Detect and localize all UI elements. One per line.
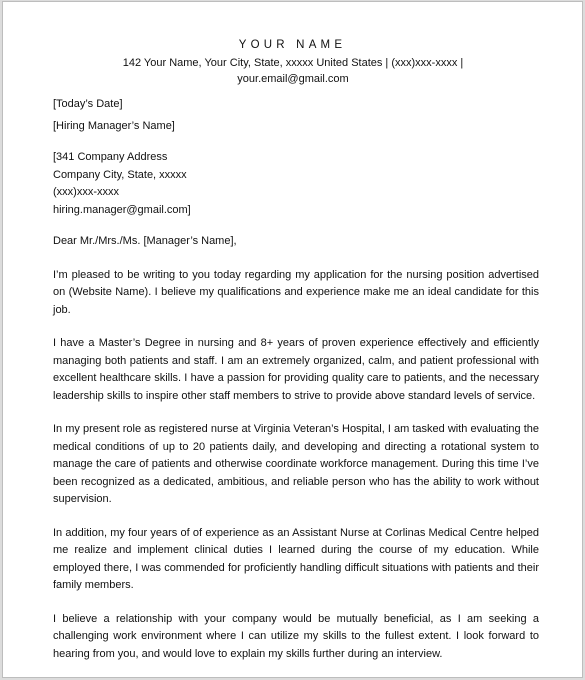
company-address [53, 149, 539, 219]
contact-line-2: your.email@gmail.com [237, 73, 349, 85]
letter-body [53, 96, 539, 663]
hiring-manager-name: [Hiring Manager’s Name] [53, 119, 175, 132]
paragraph-present-role: In my present role as registered nurse at Virginia Veteran’s Hospital, I am tasked with evaluating the medical conditions of up to 20 patients daily, and developing and directing a rotational system to manage the care of patients and otherwise coordinate workforce management. During this time I’ve been recognized as a dedicated, ambitious, and reliable person who has the ability to work without supervision. [53, 423, 539, 505]
contact-info [43, 55, 543, 87]
paragraph-experience: In addition, my four years of of experience as an Assistant Nurse at Corlinas Medical Centre helped me realize and implement clinical duties I learned during the course of my education. While employed there, I was commended for proficiently handling difficult situations with patients and their family members. [53, 526, 539, 591]
letter-date: [Today’s Date] [53, 98, 123, 110]
address-line-3: (xxx)xxx-xxxx [53, 186, 119, 198]
paragraph-qualifications: I have a Master’s Degree in nursing and 8+ years of proven experience effectively and efficiently managing both patients and staff. I am an extremely organized, calm, and patient professional with excellent healthcare skills. I have a passion for providing quality care to patients, and the necessary leadership skills to inspire other staff members to strive to provide above standard levels of service. [53, 337, 539, 402]
salutation: Dear Mr./Mrs./Ms. [Manager’s Name], [53, 235, 237, 247]
address-line-1: [341 Company Address [53, 151, 168, 163]
address-line-2: Company City, State, xxxxx [53, 168, 187, 181]
paragraph-intro: I’m pleased to be writing to you today regarding my application for the nursing position advertised on (Website Name). I believe my qualifications and experience make me an ideal candidate for this job. [53, 268, 539, 316]
paragraph-closing: I believe a relationship with your company would be mutually beneficial, as I am seeking a challenging work environment where I can utilize my skills to the fullest extent. I look forward to hearing from you, and would love to explain my skills further during an interview. [53, 612, 539, 660]
contact-line-1: 142 Your Name, Your City, State, xxxxx United States | (xxx)xxx-xxxx | [122, 57, 464, 69]
applicant-name: YOUR NAME [238, 39, 347, 51]
document-page [2, 1, 583, 678]
address-line-4: hiring.manager@gmail.com] [53, 203, 191, 216]
